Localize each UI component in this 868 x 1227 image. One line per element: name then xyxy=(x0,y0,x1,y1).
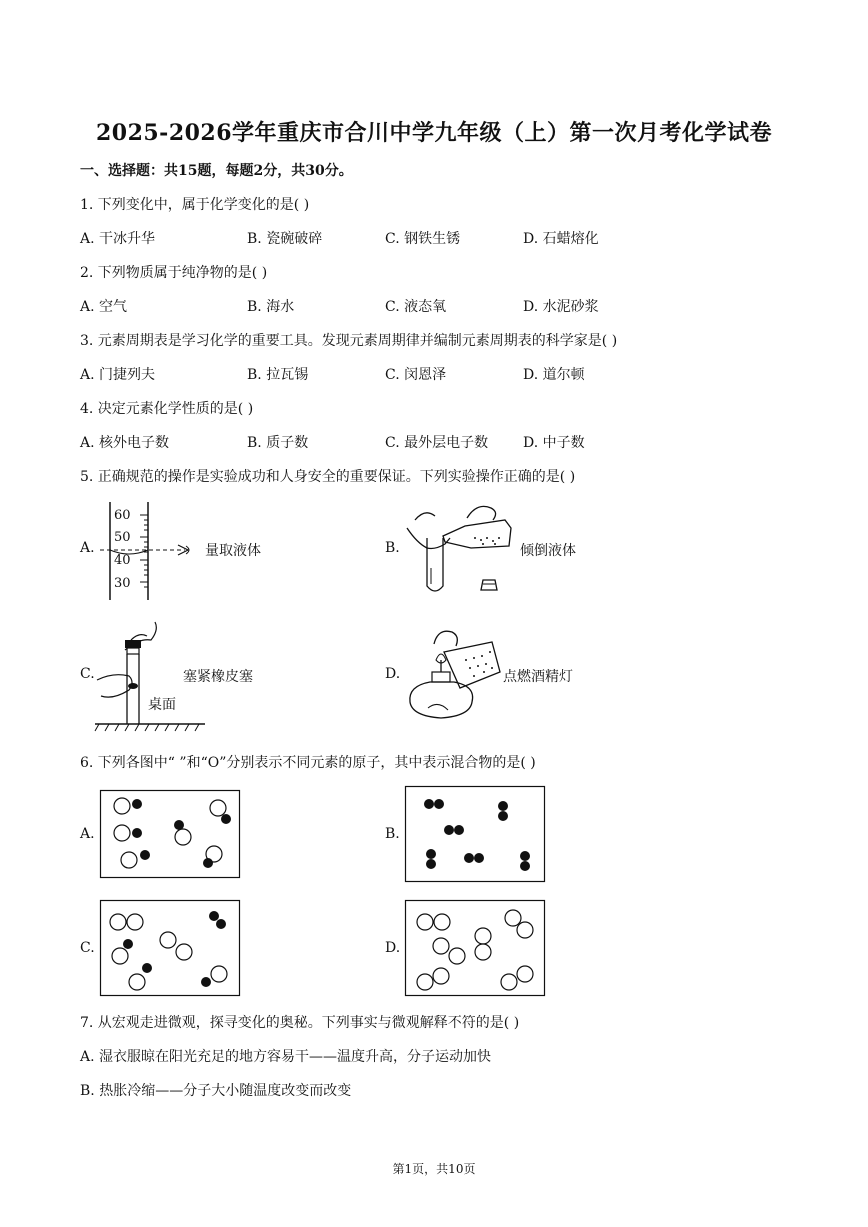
particle-box-a xyxy=(100,790,240,878)
option-letter[interactable]: D. xyxy=(385,940,401,956)
question-stem: 6. 下列各图中“ ”和“O”分别表示不同元素的原子，其中表示混合物的是( ) xyxy=(80,755,536,771)
option-letter[interactable]: B. xyxy=(385,540,400,556)
option[interactable]: D. 石蜡熔化 xyxy=(523,231,599,247)
option[interactable]: C. 闵恩泽 xyxy=(385,367,447,383)
option-letter[interactable]: D. xyxy=(385,666,401,682)
option[interactable]: A. 核外电子数 xyxy=(80,435,170,451)
option[interactable]: A. 湿衣服晾在阳光充足的地方容易干——温度升高，分子运动加快 xyxy=(80,1049,492,1065)
section-heading: 一、选择题：共15题，每题2分，共30分。 xyxy=(80,163,353,179)
pouring-liquid-figure xyxy=(405,498,520,603)
option-letter[interactable]: C. xyxy=(80,940,95,956)
option[interactable]: D. 道尔顿 xyxy=(523,367,585,383)
option[interactable]: C. 最外层电子数 xyxy=(385,435,489,451)
alcohol-lamp-figure xyxy=(400,622,505,732)
option[interactable]: D. 中子数 xyxy=(523,435,585,451)
question-stem: 5. 正确规范的操作是实验成功和人身安全的重要保证。下列实验操作正确的是( ) xyxy=(80,469,576,485)
option[interactable]: B. 瓷碗破碎 xyxy=(247,231,323,247)
option-letter[interactable]: A. xyxy=(80,826,95,842)
option[interactable]: B. 质子数 xyxy=(247,435,309,451)
question-stem: 4. 决定元素化学性质的是( ) xyxy=(80,401,254,417)
option[interactable]: C. 液态氧 xyxy=(385,299,447,315)
question-stem: 2. 下列物质属于纯净物的是( ) xyxy=(80,265,268,281)
page-title: 2025-2026学年重庆市合川中学九年级（上）第一次月考化学试卷 xyxy=(95,120,773,146)
option[interactable]: A. 门捷列夫 xyxy=(80,367,156,383)
option[interactable]: A. 空气 xyxy=(80,299,128,315)
tick-label: 30 xyxy=(114,576,131,591)
particle-box-c xyxy=(100,900,240,996)
question-stem: 3. 元素周期表是学习化学的重要工具。发现元素周期律并编制元素周期表的科学家是( ) xyxy=(80,333,618,349)
option[interactable]: B. 拉瓦锡 xyxy=(247,367,309,383)
option[interactable]: C. 钢铁生锈 xyxy=(385,231,461,247)
option-letter[interactable]: C. xyxy=(80,666,95,682)
particle-box-d xyxy=(405,900,545,996)
page-footer: 第1页，共10页 xyxy=(392,1162,476,1176)
figure-caption: 塞紧橡皮塞 xyxy=(183,669,253,685)
question-stem: 7. 从宏观走进微观，探寻变化的奥秘。下列事实与微观解释不符的是( ) xyxy=(80,1015,520,1031)
tick-label: 60 xyxy=(114,508,131,523)
tick-label: 40 xyxy=(114,553,131,568)
option[interactable]: D. 水泥砂浆 xyxy=(523,299,599,315)
figure-caption: 量取液体 xyxy=(205,543,261,559)
option[interactable]: B. 热胀冷缩——分子大小随温度改变而改变 xyxy=(80,1083,352,1099)
figure-caption: 倾倒液体 xyxy=(520,543,576,559)
particle-box-b xyxy=(405,786,545,882)
desk-label: 桌面 xyxy=(148,697,176,713)
question-stem: 1. 下列变化中，属于化学变化的是( ) xyxy=(80,197,310,213)
option-letter[interactable]: A. xyxy=(80,540,95,556)
figure-caption: 点燃酒精灯 xyxy=(503,669,573,685)
option-letter[interactable]: B. xyxy=(385,826,400,842)
option[interactable]: A. 干冰升华 xyxy=(80,231,156,247)
option[interactable]: B. 海水 xyxy=(247,299,295,315)
tick-label: 50 xyxy=(114,530,131,545)
